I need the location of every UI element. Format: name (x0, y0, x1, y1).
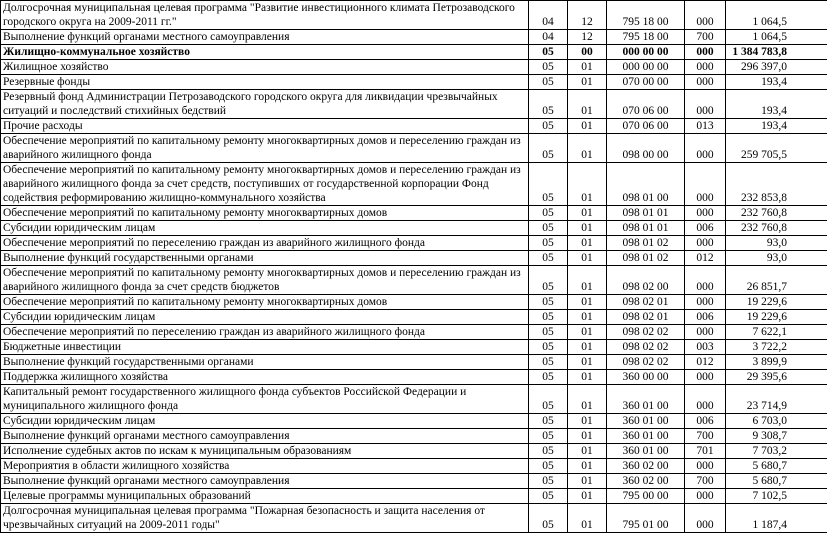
row-section: 05 (529, 90, 568, 119)
row-name: Субсидии юридическим лицам (1, 310, 529, 325)
table-row (1, 444, 827, 459)
row-subsection: 01 (568, 385, 607, 414)
row-expense-type: 000 (685, 459, 726, 474)
row-expense-type: 700 (685, 30, 726, 45)
table-row (1, 119, 827, 134)
row-amount: 1 064,5 (726, 30, 827, 45)
row-name: Прочие расходы (1, 119, 529, 134)
row-name: Долгосрочная муниципальная целевая программа "Пожарная безопасность и защита населения от чрезвычайных ситуаций на 2009-2011 годы" (1, 504, 529, 533)
row-target-article: 098 01 01 (607, 221, 685, 236)
row-name: Обеспечение мероприятий по капитальному ремонту многоквартирных домов и переселению граждан из аварийного жилищного фонда за счет средств бюджетов (1, 266, 529, 295)
table-row (1, 90, 827, 119)
row-target-article: 795 18 00 (607, 1, 685, 30)
row-subsection: 01 (568, 266, 607, 295)
row-section: 05 (529, 163, 568, 206)
row-name: Обеспечение мероприятий по капитальному ремонту многоквартирных домов и переселению граждан из аварийного жилищного фонда за счет средств, поступивших от государственной корпорации Фонд содействия реформированию жилищно-коммунального хозяйства (1, 163, 529, 206)
row-target-article: 360 02 00 (607, 459, 685, 474)
row-section: 05 (529, 340, 568, 355)
table-row (1, 206, 827, 221)
row-amount: 193,4 (726, 75, 827, 90)
row-section: 05 (529, 295, 568, 310)
table-row (1, 163, 827, 206)
row-name: Обеспечение мероприятий по капитальному ремонту многоквартирных домов (1, 206, 529, 221)
row-subsection: 01 (568, 325, 607, 340)
row-amount: 29 395,6 (726, 370, 827, 385)
row-amount: 26 851,7 (726, 266, 827, 295)
row-subsection: 01 (568, 251, 607, 266)
row-subsection: 01 (568, 295, 607, 310)
row-expense-type: 000 (685, 489, 726, 504)
table-row (1, 221, 827, 236)
row-amount: 232 853,8 (726, 163, 827, 206)
row-section: 05 (529, 119, 568, 134)
row-target-article: 098 01 02 (607, 236, 685, 251)
row-target-article: 795 00 00 (607, 489, 685, 504)
table-row (1, 134, 827, 163)
row-amount: 193,4 (726, 119, 827, 134)
row-name: Выполнение функций государственными органами (1, 355, 529, 370)
row-target-article: 360 02 00 (607, 474, 685, 489)
row-section: 04 (529, 1, 568, 30)
table-row (1, 414, 827, 429)
row-amount: 296 397,0 (726, 60, 827, 75)
row-expense-type: 000 (685, 75, 726, 90)
row-expense-type: 000 (685, 206, 726, 221)
row-target-article: 795 18 00 (607, 30, 685, 45)
row-target-article: 098 01 01 (607, 206, 685, 221)
row-amount: 19 229,6 (726, 295, 827, 310)
row-subsection: 12 (568, 30, 607, 45)
row-subsection: 01 (568, 119, 607, 134)
row-subsection: 01 (568, 340, 607, 355)
row-expense-type: 000 (685, 60, 726, 75)
table-row (1, 429, 827, 444)
row-section: 05 (529, 206, 568, 221)
row-amount: 23 714,9 (726, 385, 827, 414)
row-expense-type: 006 (685, 221, 726, 236)
row-target-article: 098 02 02 (607, 325, 685, 340)
row-name: Выполнение функций органами местного самоуправления (1, 30, 529, 45)
table-row (1, 60, 827, 75)
row-target-article: 098 02 02 (607, 340, 685, 355)
row-target-article: 795 01 00 (607, 504, 685, 533)
row-expense-type: 000 (685, 1, 726, 30)
row-subsection: 01 (568, 60, 607, 75)
row-name: Обеспечение мероприятий по капитальному ремонту многоквартирных домов и переселению граждан из аварийного жилищного фонда (1, 134, 529, 163)
row-expense-type: 006 (685, 310, 726, 325)
row-section: 05 (529, 251, 568, 266)
budget-table-body (1, 1, 827, 533)
row-expense-type: 000 (685, 90, 726, 119)
row-expense-type: 000 (685, 295, 726, 310)
row-subsection: 01 (568, 355, 607, 370)
row-expense-type: 012 (685, 251, 726, 266)
row-expense-type: 000 (685, 385, 726, 414)
row-section: 05 (529, 60, 568, 75)
row-expense-type: 003 (685, 340, 726, 355)
row-target-article: 098 02 02 (607, 355, 685, 370)
row-amount: 3 722,2 (726, 340, 827, 355)
row-name: Целевые программы муниципальных образований (1, 489, 529, 504)
row-target-article: 360 01 00 (607, 385, 685, 414)
row-name: Выполнение функций органами местного самоуправления (1, 429, 529, 444)
row-target-article: 098 02 01 (607, 310, 685, 325)
row-target-article: 360 01 00 (607, 414, 685, 429)
row-amount: 259 705,5 (726, 134, 827, 163)
row-amount: 5 680,7 (726, 474, 827, 489)
row-subsection: 01 (568, 90, 607, 119)
table-row (1, 236, 827, 251)
table-row (1, 474, 827, 489)
row-section: 05 (529, 414, 568, 429)
row-amount: 5 680,7 (726, 459, 827, 474)
row-section: 05 (529, 310, 568, 325)
table-row (1, 355, 827, 370)
row-amount: 93,0 (726, 251, 827, 266)
table-row (1, 489, 827, 504)
row-section: 05 (529, 370, 568, 385)
row-name: Обеспечение мероприятий по переселению граждан из аварийного жилищного фонда (1, 325, 529, 340)
row-section: 05 (529, 266, 568, 295)
row-subsection: 01 (568, 163, 607, 206)
row-amount: 9 308,7 (726, 429, 827, 444)
row-name: Резервные фонды (1, 75, 529, 90)
row-name: Долгосрочная муниципальная целевая программа "Развитие инвестиционного климата Петрозаводского городского округа на 2009-2011 гг." (1, 1, 529, 30)
row-section: 05 (529, 459, 568, 474)
table-row (1, 504, 827, 533)
row-amount: 1 064,5 (726, 1, 827, 30)
row-expense-type: 000 (685, 134, 726, 163)
row-amount: 7 102,5 (726, 489, 827, 504)
row-name: Обеспечение мероприятий по капитальному ремонту многоквартирных домов (1, 295, 529, 310)
row-subsection: 01 (568, 489, 607, 504)
table-row (1, 1, 827, 30)
row-name: Обеспечение мероприятий по переселению граждан из аварийного жилищного фонда (1, 236, 529, 251)
row-amount: 7 703,2 (726, 444, 827, 459)
row-target-article: 098 01 02 (607, 251, 685, 266)
row-amount: 19 229,6 (726, 310, 827, 325)
row-expense-type: 000 (685, 236, 726, 251)
row-section: 05 (529, 444, 568, 459)
row-amount: 1 187,4 (726, 504, 827, 533)
row-name: Жилищно-коммунальное хозяйство (1, 45, 529, 60)
row-section: 05 (529, 325, 568, 340)
row-expense-type: 012 (685, 355, 726, 370)
row-section: 05 (529, 75, 568, 90)
row-name: Выполнение функций государственными органами (1, 251, 529, 266)
row-expense-type: 700 (685, 474, 726, 489)
table-row (1, 45, 827, 60)
row-name: Субсидии юридическим лицам (1, 221, 529, 236)
table-row (1, 459, 827, 474)
row-subsection: 12 (568, 1, 607, 30)
row-subsection: 01 (568, 459, 607, 474)
row-target-article: 070 06 00 (607, 119, 685, 134)
row-section: 05 (529, 489, 568, 504)
row-target-article: 360 00 00 (607, 370, 685, 385)
row-expense-type: 000 (685, 325, 726, 340)
row-name: Капитальный ремонт государственного жилищного фонда субъектов Российской Федерации и муниципального жилищного фонда (1, 385, 529, 414)
row-amount: 7 622,1 (726, 325, 827, 340)
row-subsection: 01 (568, 504, 607, 533)
row-subsection: 01 (568, 75, 607, 90)
row-expense-type: 000 (685, 370, 726, 385)
row-target-article: 000 00 00 (607, 45, 685, 60)
row-amount: 1 384 783,8 (726, 45, 827, 60)
row-amount: 232 760,8 (726, 206, 827, 221)
row-section: 05 (529, 504, 568, 533)
row-target-article: 070 06 00 (607, 90, 685, 119)
row-subsection: 01 (568, 370, 607, 385)
row-subsection: 00 (568, 45, 607, 60)
row-name: Поддержка жилищного хозяйства (1, 370, 529, 385)
row-amount: 93,0 (726, 236, 827, 251)
row-name: Мероприятия в области жилищного хозяйства (1, 459, 529, 474)
row-expense-type: 000 (685, 504, 726, 533)
row-target-article: 098 02 01 (607, 295, 685, 310)
table-row (1, 295, 827, 310)
row-section: 04 (529, 30, 568, 45)
row-section: 05 (529, 429, 568, 444)
row-subsection: 01 (568, 414, 607, 429)
row-expense-type: 701 (685, 444, 726, 459)
row-amount: 6 703,0 (726, 414, 827, 429)
row-target-article: 070 00 00 (607, 75, 685, 90)
row-subsection: 01 (568, 134, 607, 163)
row-subsection: 01 (568, 206, 607, 221)
row-amount: 193,4 (726, 90, 827, 119)
table-row (1, 385, 827, 414)
row-target-article: 098 00 00 (607, 134, 685, 163)
table-row (1, 325, 827, 340)
row-section: 05 (529, 221, 568, 236)
table-row (1, 340, 827, 355)
table-row (1, 310, 827, 325)
row-section: 05 (529, 355, 568, 370)
row-name: Исполнение судебных актов по искам к муниципальным образованиям (1, 444, 529, 459)
row-target-article: 098 01 00 (607, 163, 685, 206)
row-target-article: 360 01 00 (607, 429, 685, 444)
row-section: 05 (529, 134, 568, 163)
row-subsection: 01 (568, 444, 607, 459)
table-row (1, 75, 827, 90)
table-row (1, 266, 827, 295)
row-subsection: 01 (568, 310, 607, 325)
table-row (1, 370, 827, 385)
row-expense-type: 013 (685, 119, 726, 134)
row-name: Выполнение функций органами местного самоуправления (1, 474, 529, 489)
row-name: Жилищное хозяйство (1, 60, 529, 75)
row-section: 05 (529, 236, 568, 251)
row-target-article: 360 01 00 (607, 444, 685, 459)
row-name: Субсидии юридическим лицам (1, 414, 529, 429)
row-name: Бюджетные инвестиции (1, 340, 529, 355)
row-name: Резервный фонд Администрации Петрозаводского городского округа для ликвидации чрезвычайных ситуаций и последствий стихийных бедствий (1, 90, 529, 119)
row-amount: 232 760,8 (726, 221, 827, 236)
row-expense-type: 000 (685, 266, 726, 295)
row-section: 05 (529, 385, 568, 414)
table-row (1, 251, 827, 266)
row-expense-type: 000 (685, 163, 726, 206)
row-subsection: 01 (568, 474, 607, 489)
row-subsection: 01 (568, 221, 607, 236)
row-expense-type: 000 (685, 45, 726, 60)
row-section: 05 (529, 474, 568, 489)
row-amount: 3 899,9 (726, 355, 827, 370)
row-section: 05 (529, 45, 568, 60)
table-row (1, 30, 827, 45)
row-target-article: 098 02 00 (607, 266, 685, 295)
row-expense-type: 700 (685, 429, 726, 444)
row-expense-type: 006 (685, 414, 726, 429)
row-subsection: 01 (568, 236, 607, 251)
row-subsection: 01 (568, 429, 607, 444)
row-target-article: 000 00 00 (607, 60, 685, 75)
